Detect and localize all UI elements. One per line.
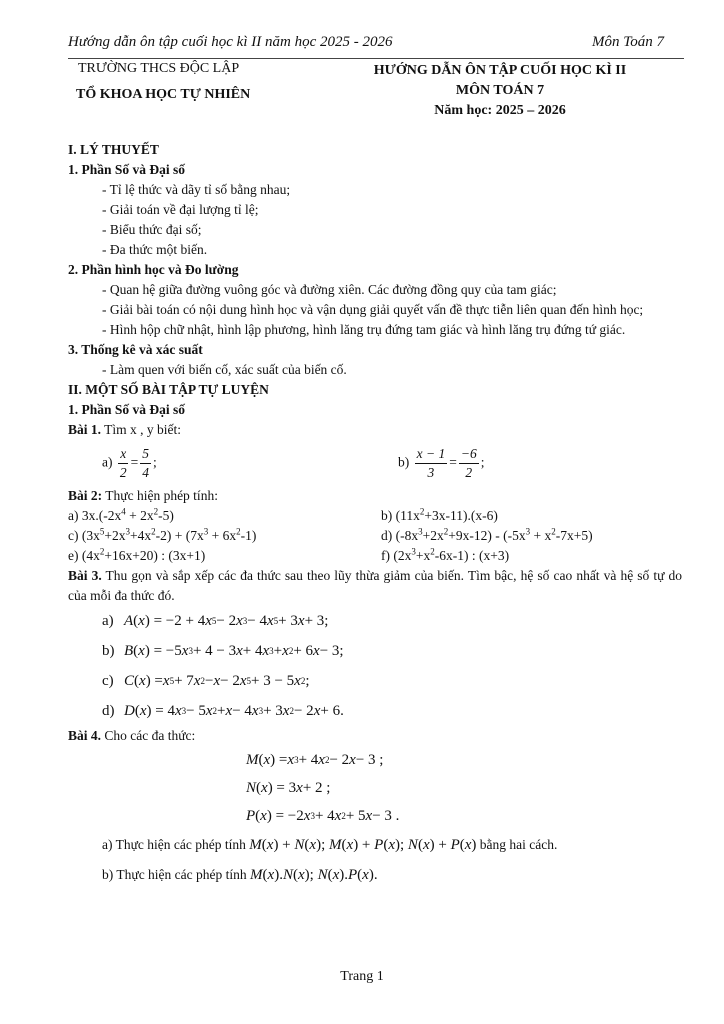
- polynomial-m: M ( x ) = x 3 + 4 x 2 − 2 x − 3 ;: [246, 752, 384, 768]
- list-item: - Quan hệ giữa đường vuông góc và đường xiên. Các đường đồng quy của tam giác;: [102, 282, 557, 297]
- polynomial-d: d) D ( x ) = 4 x 3 − 5 x 2 + x − 4 x 3 + 3 x 2 − 2 x + 6.: [102, 703, 344, 719]
- exercise-4b: b) Thực hiện các phép tính M(x).N(x); N(x).P(x).: [102, 867, 378, 883]
- exercise-4a: a) Thực hiện các phép tính M(x) + N(x); M(x) + P(x); N(x) + P(x) bằng hai cách.: [102, 837, 558, 853]
- list-item: - Hình hộp chữ nhật, hình lập phương, hình lăng trụ đứng tam giác và hình lăng trụ đứng tứ giác.: [102, 322, 626, 337]
- exercise-3-prompt: Bài 3. Thu gọn và sắp xếp các đa thức sau theo lũy thừa giảm của biến. Tìm bậc, hệ số cao nhất và hệ số tự do của mỗi đa thức đó.: [68, 568, 682, 603]
- list-item: - Biểu thức đại số;: [102, 222, 202, 237]
- section-heading-theory: I. LÝ THUYẾT: [68, 142, 159, 157]
- exercise-2c: c) $(3x^5+2x^3+4x^2-2) + (7x^3 + 6x^2-1)$: [68, 526, 257, 543]
- theory-part-1-title: 1. Phần Số và Đại số: [68, 162, 186, 177]
- exercise-2-prompt: Bài 2: Thực hiện phép tính:: [68, 488, 218, 503]
- polynomial-b: b) B ( x ) = −5 x 3 + 4 − 3 x + 4 x 3 + x 2 + 6 x − 3;: [102, 643, 344, 659]
- department-name: TỔ KHOA HỌC TỰ NHIÊN: [76, 87, 251, 102]
- theory-part-3-title: 3. Thống kê và xác suất: [68, 342, 203, 357]
- document-title: [350, 61, 650, 121]
- exercise-2-row-3: [68, 546, 682, 566]
- exercise-1-prompt: Bài 1. Tìm x , y biết:: [68, 422, 182, 437]
- exercise-2-row-1: [68, 506, 682, 526]
- header-rule: [68, 58, 684, 59]
- exercise-1b: b) $\frac{x - 1}{3}$ = $\frac{-6}{2}$ ;: [398, 445, 485, 480]
- exercise-4-prompt: Bài 4. Cho các đa thức:: [68, 728, 196, 743]
- theory-part-2-title: 2. Phần hình học và Đo lường: [68, 262, 239, 277]
- exercise-2b: b) $(11x^2+3x-11).(x-6)$: [381, 506, 498, 523]
- section-heading-exercises: II. MỘT SỐ BÀI TẬP TỰ LUYỆN: [68, 382, 269, 397]
- list-item: - Giải toán về đại lượng tỉ lệ;: [102, 202, 259, 217]
- title-line-3: Năm học: 2025 – 2026: [434, 103, 566, 118]
- exercise-part-1-title: 1. Phần Số và Đại số: [68, 402, 186, 417]
- exercise-2e: e) $(4x^2+16x+20)$ : (3x+1): [68, 546, 206, 563]
- exercise-2f: f) $(2x^3+x^2-6x-1)$ : (x+3): [381, 546, 510, 563]
- polynomial-p: P ( x ) = −2 x 3 + 4 x 2 + 5 x − 3 .: [246, 808, 400, 824]
- title-line-1: HƯỚNG DẪN ÔN TẬP CUỐI HỌC KÌ II: [373, 63, 627, 78]
- exercise-2d: d) $(-8x^3+2x^2+9x-12) - (-5x^3 + x^2-7x+5)$: [381, 526, 593, 543]
- list-item: - Làm quen với biến cố, xác suất của biến cố.: [102, 362, 347, 377]
- polynomial-a: a) A ( x ) = −2 + 4 x 5 − 2 x 3 − 4 x 5 + 3 x + 3;: [102, 613, 329, 629]
- running-header-subject: Môn Toán 7: [592, 34, 664, 50]
- document-body: [68, 140, 682, 890]
- title-line-2: MÔN TOÁN 7: [455, 83, 545, 98]
- polynomial-c: c) C ( x ) = x 5 + 7 x 2 − x − 2 x 5 + 3 − 5 x 2 ;: [102, 673, 310, 689]
- exercise-1-equations: [68, 440, 682, 486]
- list-item: - Đa thức một biến.: [102, 242, 208, 257]
- polynomial-n: N ( x ) = 3 x + 2 ;: [246, 780, 331, 796]
- exercise-2a: a) $3x.(-2x^4 + 2x^2-5)$: [68, 506, 174, 523]
- school-name: TRƯỜNG THCS ĐỘC LẬP: [78, 61, 240, 76]
- running-header-title: Hướng dẫn ôn tập cuối học kì II năm học 2025 - 2026: [68, 34, 393, 50]
- exercise-2-row-2: [68, 526, 682, 546]
- page-number: Trang 1: [340, 969, 384, 984]
- list-item: - Giải bài toán có nội dung hình học và vận dụng giải quyết vấn đề thực tiễn liên quan đến hình học;: [102, 302, 644, 317]
- exercise-1a: a) $\frac{x}{2}$ = $\frac{5}{4}$ ;: [102, 445, 157, 480]
- list-item: - Tỉ lệ thức và dãy tỉ số bằng nhau;: [102, 182, 291, 197]
